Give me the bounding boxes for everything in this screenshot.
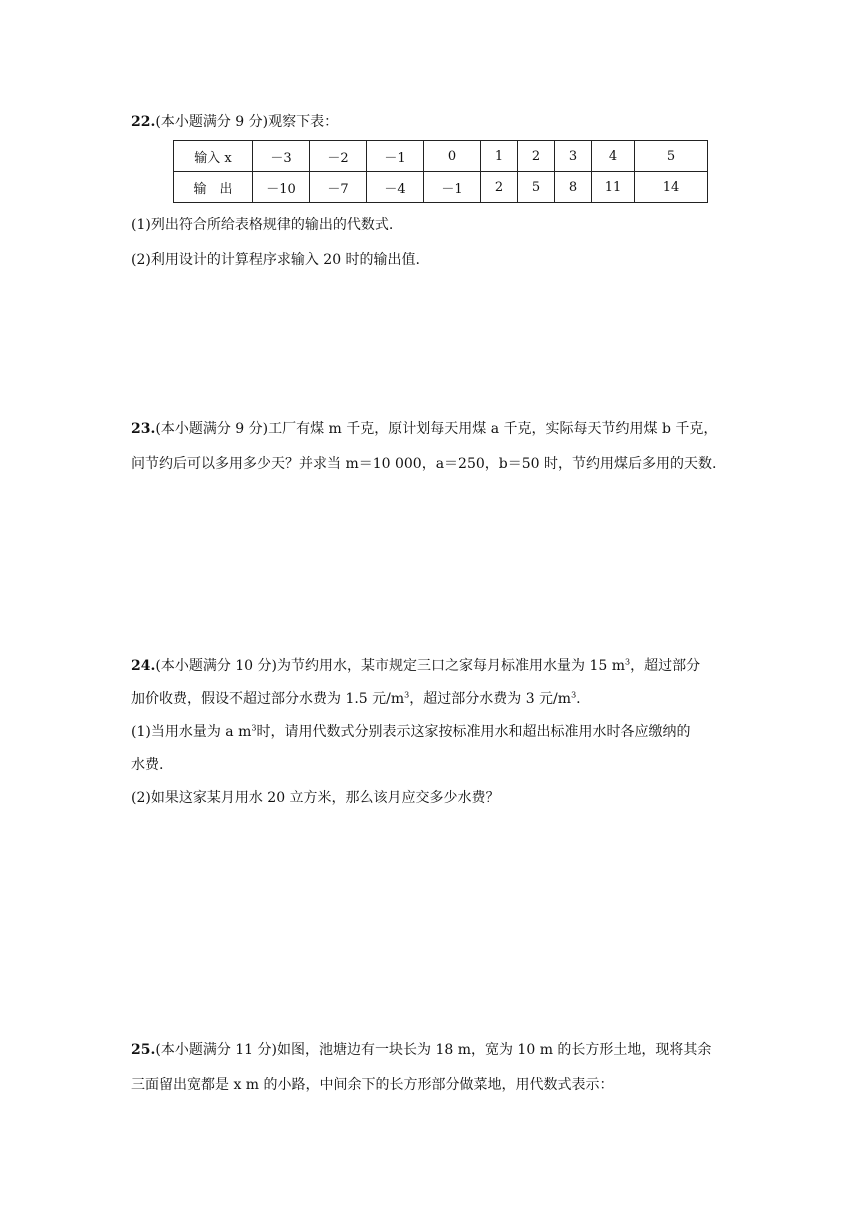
cubic-superscript: 3	[625, 657, 631, 667]
cubic-superscript: 3	[251, 723, 257, 733]
table-cell: 11	[592, 172, 635, 203]
q23-number: 23.	[131, 421, 156, 437]
q25-line2: 三面留出宽都是 x m 的小路，中间余下的长方形部分做菜地，用代数式表示：	[131, 1077, 614, 1093]
q23-line2: 问节约后可以多用多少天？并求当 m＝10 000，a＝250，b＝50 时，节约用煤后多用的天数.	[131, 456, 717, 472]
table-cell: 0	[424, 141, 481, 172]
observation-table	[173, 140, 708, 203]
table-cell: －10	[253, 172, 310, 203]
q25-number: 25.	[131, 1042, 156, 1058]
table-cell-label: 输入 x	[174, 141, 253, 172]
table-cell: 2	[481, 172, 518, 203]
table-cell: 3	[555, 141, 592, 172]
table-cell: －3	[253, 141, 310, 172]
q24-part1	[131, 722, 690, 742]
table-row-input	[174, 141, 708, 172]
q24-number: 24.	[131, 658, 156, 674]
q22-part2: (2)利用设计的计算程序求输入 20 时的输出值.	[131, 252, 420, 268]
q24-text-2a: 加价收费，假设不超过部分水费为 1.5 元/m	[131, 691, 405, 707]
q24-line1	[131, 656, 700, 676]
q24-text-1b: ，超过部分	[630, 658, 701, 674]
q24-part2: (2)如果这家某月用水 20 立方米，那么该月应交多少水费？	[131, 790, 500, 806]
q23-text-1: (本小题满分 9 分)工厂有煤 m 千克，原计划每天用煤 a 千克，实际每天节约用煤 b 千克，	[155, 421, 718, 437]
q22-heading	[131, 112, 338, 132]
q25-line1	[131, 1040, 711, 1060]
q24-text-2c: .	[576, 691, 581, 707]
table-cell-label: 输 出	[174, 172, 253, 203]
table-cell: 2	[518, 141, 555, 172]
table-cell: －4	[367, 172, 424, 203]
q24-part1-b: 时，请用代数式分别表示这家按标准用水和超出标准用水时各应缴纳的	[256, 724, 691, 740]
table-cell: 8	[555, 172, 592, 203]
q23-line1	[131, 419, 717, 439]
table-cell: 4	[592, 141, 635, 172]
table-cell: 1	[481, 141, 518, 172]
q24-text-2b: ，超过部分水费为 3 元/m	[409, 691, 572, 707]
q25-text-1: (本小题满分 11 分)如图，池塘边有一块长为 18 m，宽为 10 m 的长方形土地，现将其余	[155, 1042, 712, 1058]
q24-part1-a: (1)当用水量为 a m	[131, 724, 252, 740]
table-row-output	[174, 172, 708, 203]
q22-text: (本小题满分 9 分)观察下表：	[155, 114, 339, 130]
q24-part1-cont: 水费.	[131, 757, 164, 773]
table-cell: 5	[518, 172, 555, 203]
q22-part1: (1)列出符合所给表格规律的输出的代数式.	[131, 217, 394, 233]
table-cell: 14	[635, 172, 708, 203]
table-cell: －1	[424, 172, 481, 203]
q22-number: 22.	[131, 114, 156, 130]
q24-line2	[131, 689, 581, 709]
table-cell: －7	[310, 172, 367, 203]
table-cell: －1	[367, 141, 424, 172]
cubic-superscript: 3	[404, 690, 410, 700]
table-cell: 5	[635, 141, 708, 172]
cubic-superscript: 3	[571, 690, 577, 700]
q24-text-1a: (本小题满分 10 分)为节约用水，某市规定三口之家每月标准用水量为 15 m	[155, 658, 625, 674]
table-cell: －2	[310, 141, 367, 172]
